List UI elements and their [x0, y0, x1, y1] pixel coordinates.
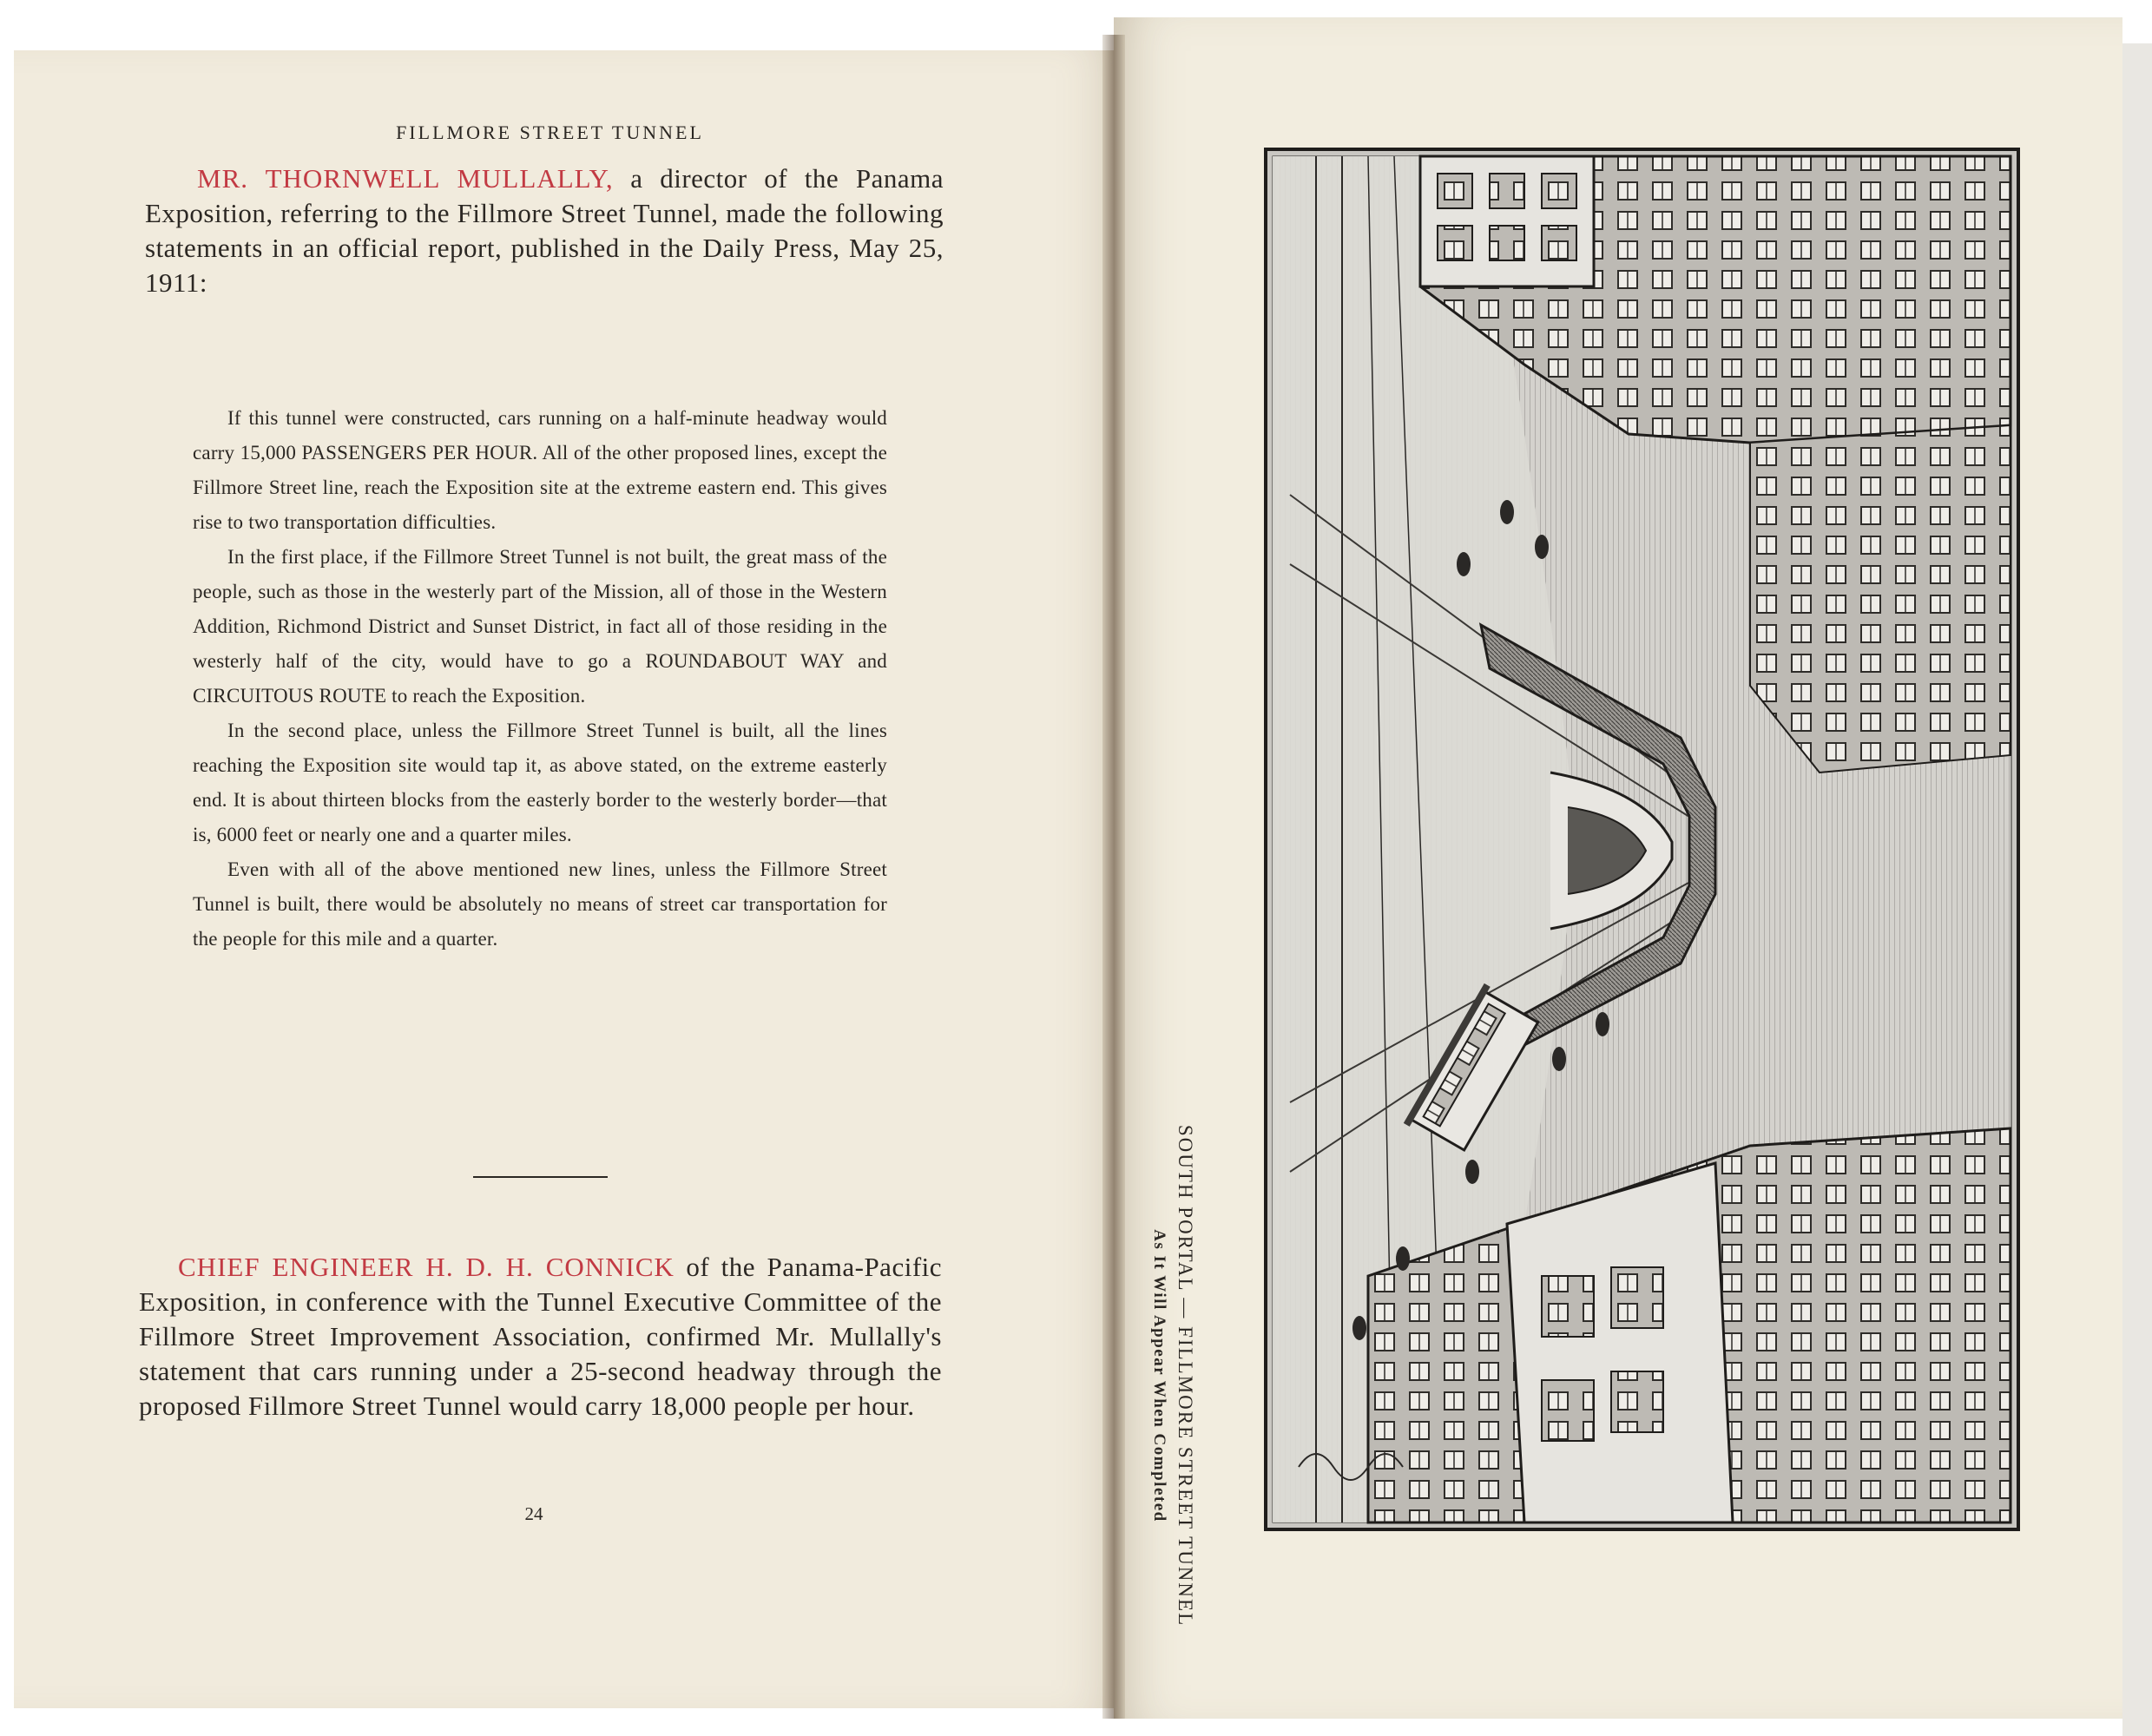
quote-paragraph-4: Even with all of the above mentioned new lines, unless the Fillmore Street Tunnel is built, there would be absolutely no means of street car transportation for the people for this mile and a quarter.	[193, 858, 887, 950]
quote-paragraph-1: If this tunnel were constructed, cars running on a half-minute headway would carry 15,000 PASSENGERS PER HOUR. All of the other proposed lines, except the Fillmore Street line, reach the Exposition site at the extreme eastern end. This gives rise to two transportation difficulties.	[193, 407, 887, 533]
caption-subtitle: As It Will Appear When Completed	[1150, 1229, 1168, 1522]
street-tunnel-engraving-icon	[1264, 148, 2020, 1531]
mullally-name: MR. THORNWELL MULLALLY,	[197, 163, 614, 194]
mullally-text: a director of the Panama Exposition, referring to the Fillmore Street Tunnel, made the following statements in an official report, published in the Daily Press, May 25, 1911:	[145, 163, 944, 298]
page-edge	[2122, 43, 2152, 1736]
connick-paragraph	[139, 1250, 942, 1424]
running-head: FILLMORE STREET TUNNEL	[396, 122, 704, 143]
mullally-paragraph	[145, 161, 944, 300]
section-divider	[473, 1176, 608, 1178]
book-gutter	[1102, 35, 1125, 1719]
connick-text: of the Panama-Pacific Exposition, in conference with the Tunnel Executive Committee of the Fillmore Street Improvement Association, confirmed Mr. Mullally's statement that cars running under a 25-second headway through the proposed Fillmore Street Tunnel would carry 18,000 people per hour.	[139, 1252, 943, 1421]
quote-paragraph-2: In the first place, if the Fillmore Street Tunnel is not built, the great mass of the people, such as those in the westerly part of the Mission, all of those in the Western Addition, Richmond District and Sunset District, in fact all of those residing in the westerly half of the city, would have to go a ROUNDABOUT WAY and CIRCUITOUS ROUTE to reach the Exposition.	[193, 546, 887, 707]
page-number: 24	[524, 1503, 543, 1524]
quote-paragraph-3: In the second place, unless the Fillmore Street Tunnel is built, all the lines reaching the Exposition site would tap it, as above stated, on the extreme easterly end. It is about thirteen blocks from the easterly border to the westerly border—that is, 6000 feet or nearly one and a quarter miles.	[193, 720, 887, 845]
illustration-caption	[1146, 1098, 1198, 1654]
connick-name: CHIEF ENGINEER H. D. H. CONNICK	[178, 1252, 675, 1282]
quote-block	[193, 401, 887, 957]
caption-title: SOUTH PORTAL — FILLMORE STREET TUNNEL	[1175, 1124, 1196, 1628]
